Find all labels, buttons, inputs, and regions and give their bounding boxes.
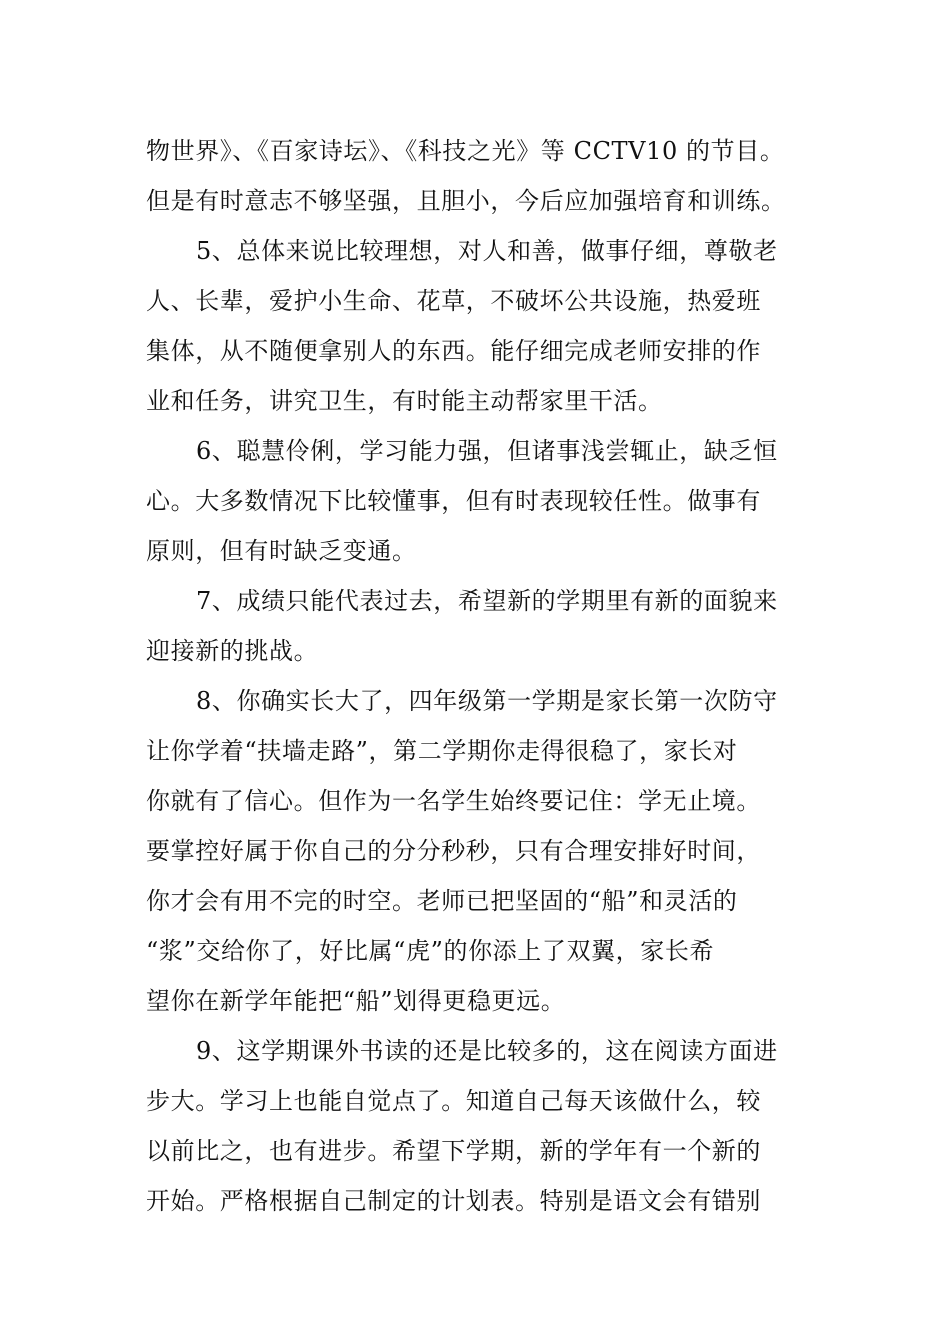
paragraph-start-line: 6、聪慧伶俐，学习能力强，但诸事浅尝辄止，缺乏恒 (196, 437, 778, 465)
text-line: 但是有时意志不够坚强，且胆小，今后应加强培育和训练。 (146, 187, 786, 215)
text-line: 要掌控好属于你自己的分分秒秒，只有合理安排好时间， (146, 837, 761, 865)
text-line: 人、长辈，爱护小生命、花草，不破坏公共设施，热爱班 (146, 287, 761, 315)
text-line: 业和任务，讲究卫生，有时能主动帮家里干活。 (146, 387, 663, 415)
text-line: 你才会有用不完的时空。老师已把坚固的“船”和灵活的 (146, 887, 738, 915)
text-line: 物世界》、《百家诗坛》、《科技之光》等 CCTV10 的节目。 (146, 137, 785, 165)
text-line: 原则，但有时缺乏变通。 (146, 537, 417, 565)
text-line: 开始。严格根据自己制定的计划表。特别是语文会有错别 (146, 1187, 761, 1215)
text-line: 望你在新学年能把“船”划得更稳更远。 (146, 987, 566, 1015)
paragraph-start-line: 5、总体来说比较理想，对人和善，做事仔细，尊敬老 (196, 237, 778, 265)
text-line: 迎接新的挑战。 (146, 637, 319, 665)
text-line: 你就有了信心。但作为一名学生始终要记住：学无止境。 (146, 787, 761, 815)
text-line: 集体，从不随便拿别人的东西。能仔细完成老师安排的作 (146, 337, 761, 365)
text-line: 心。大多数情况下比较懂事，但有时表现较任性。做事有 (146, 487, 761, 515)
paragraph-start-line: 9、这学期课外书读的还是比较多的，这在阅读方面进 (196, 1037, 778, 1065)
document-body (146, 126, 811, 1226)
text-line: 以前比之，也有进步。希望下学期，新的学年有一个新的 (146, 1137, 761, 1165)
text-line: 让你学着“扶墙走路”，第二学期你走得很稳了，家长对 (146, 737, 738, 765)
text-line: “浆”交给你了，好比属“虎”的你添上了双翼，家长希 (146, 937, 715, 965)
paragraph-start-line: 7、成绩只能代表过去，希望新的学期里有新的面貌来 (196, 587, 778, 615)
text-line: 步大。学习上也能自觉点了。知道自己每天该做什么，较 (146, 1087, 761, 1115)
paragraph-start-line: 8、你确实长大了，四年级第一学期是家长第一次防守 (196, 687, 778, 715)
